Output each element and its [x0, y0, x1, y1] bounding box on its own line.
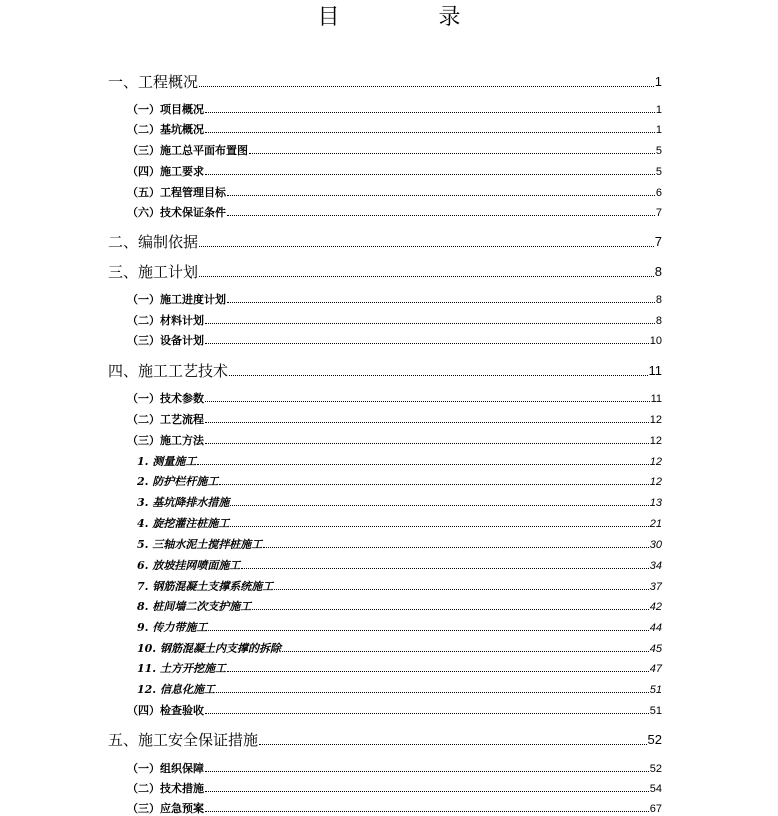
- dot-leader: [199, 86, 654, 87]
- dot-leader: [252, 609, 648, 610]
- dot-leader: [249, 153, 655, 154]
- toc-entry[interactable]: [127, 334, 662, 348]
- dot-leader: [230, 505, 648, 506]
- dot-leader: [227, 215, 655, 216]
- toc-entry-label: 2. 防护栏杆施工: [137, 475, 219, 488]
- dot-leader: [205, 713, 649, 714]
- dot-leader: [274, 589, 648, 590]
- toc-entry[interactable]: [137, 559, 662, 573]
- dot-leader: [227, 671, 649, 672]
- toc-entry-label: （一）组织保障: [127, 762, 204, 775]
- dot-leader: [205, 343, 649, 344]
- toc-entry[interactable]: [137, 683, 662, 697]
- toc-entry-label: 7. 钢筋混凝土支撑系统施工: [137, 580, 274, 593]
- dot-leader: [205, 132, 655, 133]
- dot-leader: [205, 771, 649, 772]
- toc-page-number: 11: [650, 393, 662, 405]
- toc-entry-label: 3. 基坑降排水措施: [137, 496, 230, 509]
- toc-entry[interactable]: [127, 434, 662, 448]
- toc-page-number: 12: [649, 456, 662, 468]
- toc-page-number: 5: [655, 166, 662, 178]
- toc-entry[interactable]: [127, 165, 662, 179]
- toc-entry-label: 一、工程概况: [108, 73, 199, 91]
- toc-entry-label: 10. 钢筋混凝土内支撑的拆除: [137, 642, 281, 655]
- toc-entry-label: （二）技术措施: [127, 782, 204, 795]
- toc-entry-label: 5. 三轴水泥土搅拌桩施工: [137, 538, 263, 551]
- toc-entry[interactable]: [108, 73, 662, 91]
- toc-page-number: 51: [649, 684, 662, 696]
- toc-page-number: 10: [649, 335, 662, 347]
- toc-page-number: 21: [649, 518, 662, 530]
- toc-entry[interactable]: [127, 293, 662, 307]
- dot-leader: [259, 744, 647, 745]
- toc-entry-label: （一）项目概况: [127, 103, 204, 116]
- toc-entry-label: （三）应急预案: [127, 802, 204, 815]
- toc-page-number: 54: [649, 783, 662, 795]
- toc-entry-label: 三、施工计划: [108, 263, 199, 281]
- toc-entry[interactable]: [137, 642, 662, 656]
- dot-leader: [197, 464, 648, 465]
- toc-entry[interactable]: [127, 704, 662, 718]
- dot-leader: [205, 811, 649, 812]
- toc-page-number: 1: [655, 124, 662, 136]
- dot-leader: [229, 375, 647, 376]
- dot-leader: [205, 422, 649, 423]
- dot-leader: [230, 526, 648, 527]
- toc-entry[interactable]: [108, 731, 662, 749]
- toc-page-number: 13: [649, 497, 662, 509]
- toc-entry-label: （二）基坑概况: [127, 123, 204, 136]
- toc-page-number: 1: [655, 104, 662, 116]
- toc-page-number: 52: [647, 732, 662, 747]
- toc-entry-label: （一）施工进度计划: [127, 293, 226, 306]
- toc-page-number: 47: [649, 663, 662, 675]
- toc-page-number: 1: [654, 74, 662, 89]
- toc-entry[interactable]: [127, 802, 662, 816]
- toc-title: 目 录: [317, 5, 507, 30]
- toc-entry[interactable]: [137, 496, 662, 510]
- toc-entry-label: 1. 测量施工: [137, 455, 197, 468]
- toc-entry[interactable]: [127, 186, 662, 200]
- dot-leader: [205, 791, 649, 792]
- toc-entry[interactable]: [137, 662, 662, 676]
- toc-entry[interactable]: [137, 580, 662, 594]
- toc-entry-label: （一）技术参数: [127, 392, 204, 405]
- toc-entry-label: （三）设备计划: [127, 334, 204, 347]
- toc-entry-label: 4. 旋挖灌注桩施工: [137, 517, 230, 530]
- toc-entry-label: （二）工艺流程: [127, 413, 204, 426]
- toc-entry[interactable]: [127, 103, 662, 117]
- dot-leader: [241, 568, 648, 569]
- dot-leader: [227, 302, 655, 303]
- toc-entry-label: 五、施工安全保证措施: [108, 731, 259, 749]
- toc-entry[interactable]: [108, 233, 662, 251]
- toc-entry-label: （二）材料计划: [127, 314, 204, 327]
- toc-entry-label: （三）施工方法: [127, 434, 204, 447]
- dot-leader: [205, 401, 650, 402]
- toc-entry-label: 11. 土方开挖施工: [137, 662, 226, 675]
- toc-entry[interactable]: [137, 600, 662, 614]
- toc-entry-label: （四）检查验收: [127, 704, 204, 717]
- toc-entry-label: （五）工程管理目标: [127, 186, 226, 199]
- toc-page-number: 34: [649, 560, 662, 572]
- toc-page-number: 7: [654, 234, 662, 249]
- toc-entry-label: 四、施工工艺技术: [108, 362, 229, 380]
- toc-page-number: 30: [649, 539, 662, 551]
- toc-page-number: 8: [654, 264, 662, 279]
- toc-page-number: 52: [649, 763, 662, 775]
- toc-page-number: 8: [655, 315, 662, 327]
- toc-page-number: 7: [655, 207, 662, 219]
- toc-entry-label: 6. 放坡挂网喷面施工: [137, 559, 241, 572]
- toc-entry-label: （三）施工总平面布置图: [127, 144, 248, 157]
- toc-entry[interactable]: [127, 144, 662, 158]
- toc-entry-label: 二、编制依据: [108, 233, 199, 251]
- dot-leader: [205, 443, 649, 444]
- toc-entry[interactable]: [108, 362, 662, 380]
- toc-page-number: 45: [649, 643, 662, 655]
- toc-entry[interactable]: [127, 762, 662, 776]
- toc-entry[interactable]: [137, 517, 662, 531]
- toc-entry[interactable]: [137, 621, 662, 635]
- toc-entry[interactable]: [137, 455, 662, 469]
- toc-page-number: 12: [649, 414, 662, 426]
- toc-entry-label: 9. 传力带施工: [137, 621, 208, 634]
- toc-entry[interactable]: [108, 263, 662, 281]
- toc-entry[interactable]: [127, 123, 662, 137]
- toc-entry[interactable]: [127, 413, 662, 427]
- toc-page-number: 8: [655, 294, 662, 306]
- toc-page-number: 67: [649, 803, 662, 815]
- dot-leader: [227, 195, 655, 196]
- dot-leader: [199, 246, 654, 247]
- toc-page-number: 12: [649, 476, 662, 488]
- dot-leader: [205, 112, 655, 113]
- toc-page-number: 51: [649, 705, 662, 717]
- toc-entry[interactable]: [127, 314, 662, 328]
- toc-page-number: 12: [649, 435, 662, 447]
- toc-page-number: 11: [648, 363, 662, 378]
- toc-entry[interactable]: [127, 782, 662, 796]
- dot-leader: [205, 174, 655, 175]
- toc-page-number: 42: [649, 601, 662, 613]
- toc-page-number: 5: [655, 145, 662, 157]
- dot-leader: [199, 276, 654, 277]
- dot-leader: [205, 323, 655, 324]
- toc-entry[interactable]: [127, 392, 662, 406]
- toc-page-number: 37: [649, 581, 662, 593]
- toc-entry-label: 12. 信息化施工: [137, 683, 215, 696]
- dot-leader: [282, 651, 649, 652]
- dot-leader: [263, 547, 648, 548]
- dot-leader: [208, 630, 648, 631]
- toc-entry-label: 8. 桩间墙二次支护施工: [137, 600, 252, 613]
- toc-page-number: 44: [649, 622, 662, 634]
- toc-entry[interactable]: [127, 206, 662, 220]
- toc-entry-label: （六）技术保证条件: [127, 206, 226, 219]
- dot-leader: [216, 692, 649, 693]
- toc-entry[interactable]: [137, 538, 662, 552]
- toc-page-number: 6: [655, 187, 662, 199]
- dot-leader: [219, 484, 648, 485]
- toc-entry[interactable]: [137, 475, 662, 489]
- toc-entry-label: （四）施工要求: [127, 165, 204, 178]
